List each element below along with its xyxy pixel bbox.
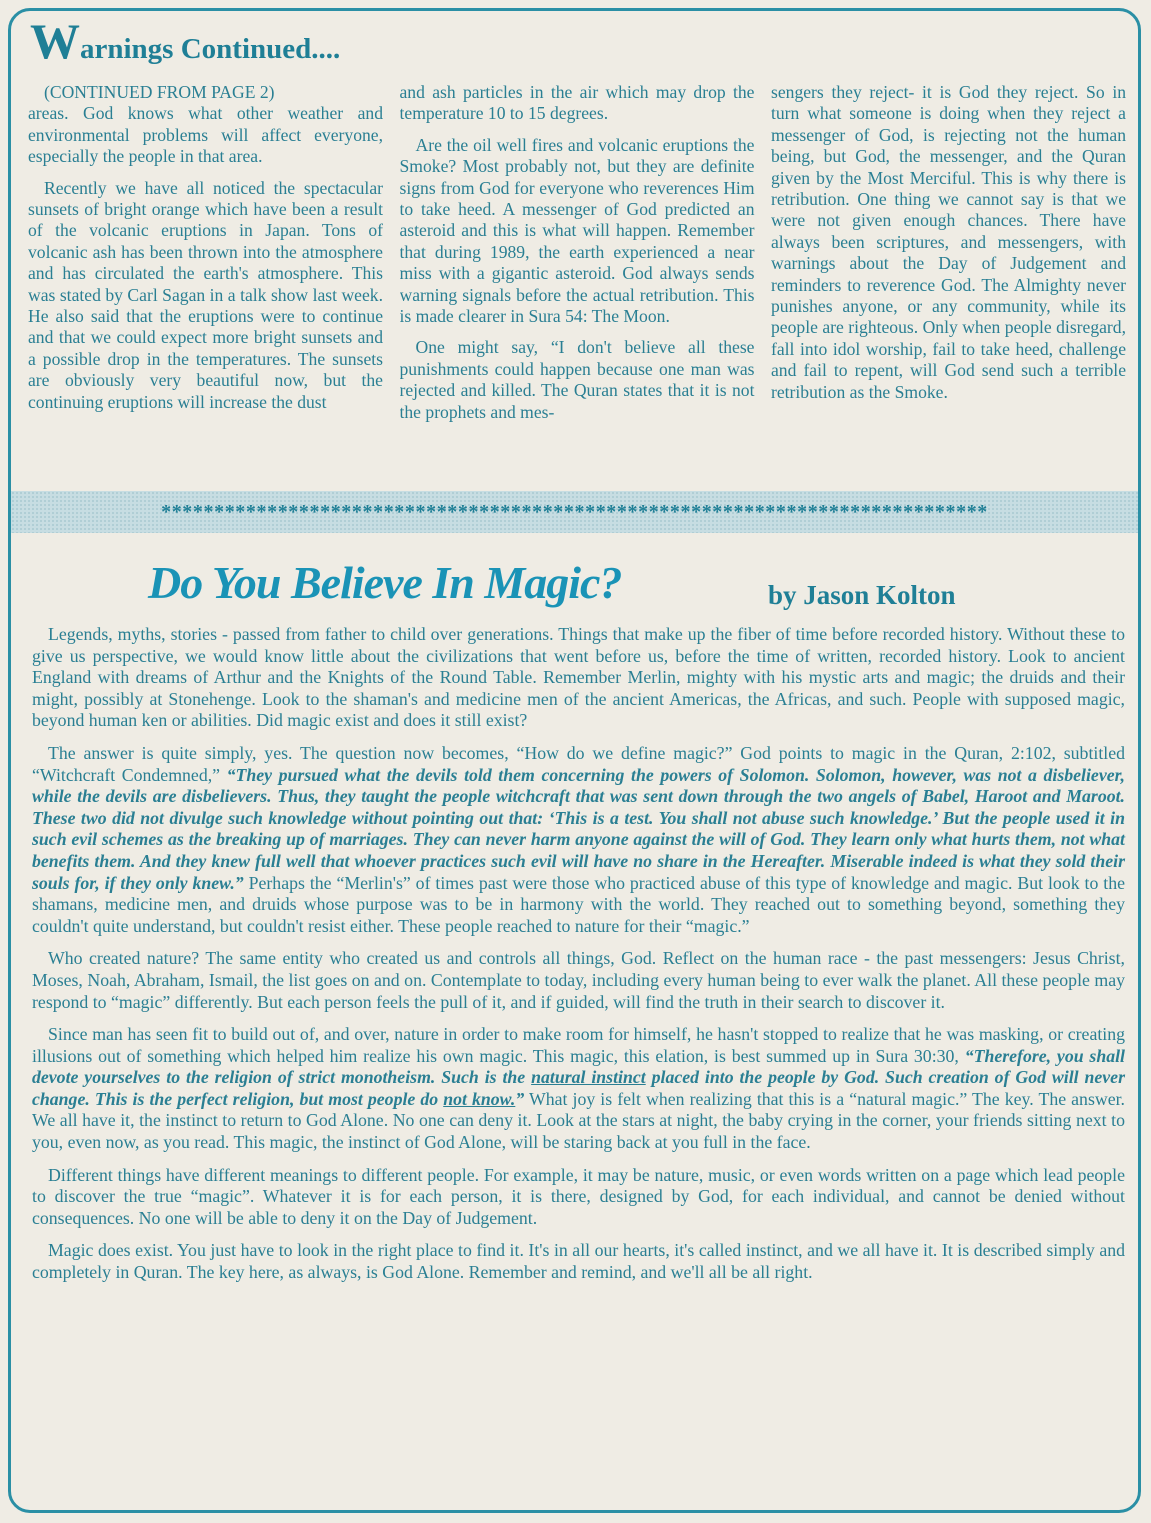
paragraph: Who created nature? The same entity who created us and controls all things, God. Reflect on the human race - the past messengers: Jesus Christ, Moses, Noah, Abraham, Ismail, the list goes on and on. Contemplate to today, including every human being to ever walk the planet. All these people may respond to “magic” differently. But each person feels the pull of it, and if guided, will find the truth in their search to discover it. <box>32 948 1125 1012</box>
column-1 <box>28 82 383 496</box>
title-rest: arnings Continued.... <box>80 33 341 65</box>
paragraph: and ash particles in the air which may drop the temperature 10 to 15 degrees. <box>399 82 755 124</box>
paragraph: Are the oil well fires and volcanic eruptions the Smoke? Most probably not, but they are definite signs from God for everyone who reverences Him to take heed. A messenger of God predicted an asteroid and this is what will happen. Remember that during 1989, the earth experienced a near miss with a gigantic asteroid. God always sends warning signals before the actual retribution. This is made clearer in Sura 54: The Moon. <box>399 134 755 327</box>
text: What joy is felt when realizing that this is a “natural magic.” The key. The answer. We all have it, the instinct to return to God Alone. No one can deny it. Look at the stars at night, the baby crying in the corner, your friends sitting next to you, even now, as you read. This magic, the instinct of God Alone, will be staring back at you full in the face. <box>32 1088 1125 1153</box>
quran-quote: “They pursued what the devils told them concerning the powers of Solomon. Solomon, however, was not a disbeliever, while the devils are disbelievers. Thus, they taught the people witchcraft that was sent down through the two angels of Babel, Haroot and Maroot. These two did not divulge such knowledge without pointing out that: ‘This is a test. You shall not abuse such knowledge.’ But the people used it in such evil schemes as the breaking up of marriages. They can never harm anyone against the will of God. They learn only what hurts them, not what benefits them. And they knew full well that whoever practices such evil will have no share in the Hereafter. Miserable indeed is what they sold their souls for, if they only knew.” <box>32 764 1125 893</box>
column-2 <box>400 82 755 496</box>
quote-text: “Therefore, you shall devote yourselves to the religion of strict monotheism. Such is the <box>32 1045 1125 1088</box>
quote-text: placed into the people by God. Such creation of God will never change. This is the perfect religion, but most people do <box>32 1067 1125 1109</box>
column-3 <box>771 82 1126 496</box>
paragraph <box>32 743 1125 937</box>
text: Since man has seen fit to build out of, and over, nature in order to make room for himself, he hasn't stopped to realize that he was masking, or creating illusions out of something which helped him realize his own magic. This magic, this elation, is best summed up in Sura 30:30, <box>32 1024 1125 1066</box>
underlined-text: not know. <box>443 1088 516 1109</box>
text: The answer is quite simply, yes. The question now becomes, “How do we define magic?” God points to magic in the Quran, 2:102, subtitled “Witchcraft Condemned,” <box>32 742 1125 785</box>
quote-text: ” <box>515 1088 525 1109</box>
underlined-text: natural instinct <box>531 1067 646 1088</box>
text: Perhaps the “Merlin's” of times past were those who practiced abuse of this type of knowledge and magic. But look to the shamans, medicine men, and druids whose purpose was to be in harmony with the world. They reached out to something beyond, something they couldn't quite understand, but couldn't resist either. These people reached to nature for their “magic.” <box>32 872 1125 936</box>
paragraph: One might say, “I don't believe all these punishments could happen because one man was rejected and killed. The Quran states that it is not the prophets and mes- <box>399 337 755 422</box>
paragraph: areas. God knows what other weather and environmental problems will affect everyone, especially the people in that area. <box>28 103 383 167</box>
paragraph: sengers they reject- it is God they reject. So in turn what someone is doing when they reject a messenger of God, is rejecting not the human being, but God, the messenger, and the Quran given by the Most Merciful. This is why there is retribution. One thing we cannot say is that we were not given enough chances. There have always been scriptures, and messengers, with warnings about the Day of Judgement and reminders to reverence God. The Almighty never punishes anyone, or any community, while its people are righteous. Only when people disregard, fall into idol worship, fail to take heed, challenge and fail to repent, will God send such a terrible retribution as the Smoke. <box>771 82 1126 402</box>
asterisk-separator: ****************************************************************************** <box>161 500 988 523</box>
paragraph: Legends, myths, stories - passed from father to child over generations. Things that make up the fiber of time before recorded history. Without these to give us perspective, we would know little about the civilizations that went before us, before the time of written, recorded history. Look to ancient England with dreams of Arthur and the Knights of the Round Table. Remember Merlin, mighty with his mystic arts and magic; the druids and their might, possibly at Stonehenge. Look to the shaman's and medicine men of the ancient Americas, the Africas, and such. People with supposed magic, beyond human ken or abilities. Did magic exist and does it still exist? <box>32 624 1125 731</box>
paragraph <box>32 1024 1125 1154</box>
title-initial: W <box>30 13 80 69</box>
article-title: Do You Believe In Magic? <box>148 557 622 608</box>
separator-band <box>11 491 1138 533</box>
section-title-warnings <box>30 13 341 69</box>
article-byline: by Jason Kolton <box>768 580 956 610</box>
warnings-columns <box>28 82 1126 496</box>
paragraph: Recently we have all noticed the spectacular sunsets of bright orange which have been a result of the volcanic eruptions in Japan. Tons of volcanic ash has been thrown into the atmosphere and has circulated the earth's atmosphere. This was stated by Carl Sagan in a talk show last week. He also said that the eruptions were to continue and that we could expect more bright sunsets and a possible drop in the temperatures. The sunsets are obviously very beautiful now, but the continuing eruptions will increase the dust <box>28 177 383 412</box>
paragraph: Different things have different meanings to different people. For example, it may be nature, music, or even words written on a page which lead people to discover the true “magic”. Whatever it is for each person, it is there, designed by God, for each individual, and cannot be denied without consequences. No one will be able to deny it on the Day of Judgement. <box>32 1164 1125 1228</box>
continued-note: (CONTINUED FROM PAGE 2) <box>44 82 275 102</box>
paragraph: Magic does exist. You just have to look in the right place to find it. It's in all our hearts, it's called instinct, and we all have it. It is described simply and completely in Quran. The key here, as always, is God Alone. Remember and remind, and we'll all be all right. <box>32 1240 1125 1283</box>
article-body <box>32 624 1125 1295</box>
